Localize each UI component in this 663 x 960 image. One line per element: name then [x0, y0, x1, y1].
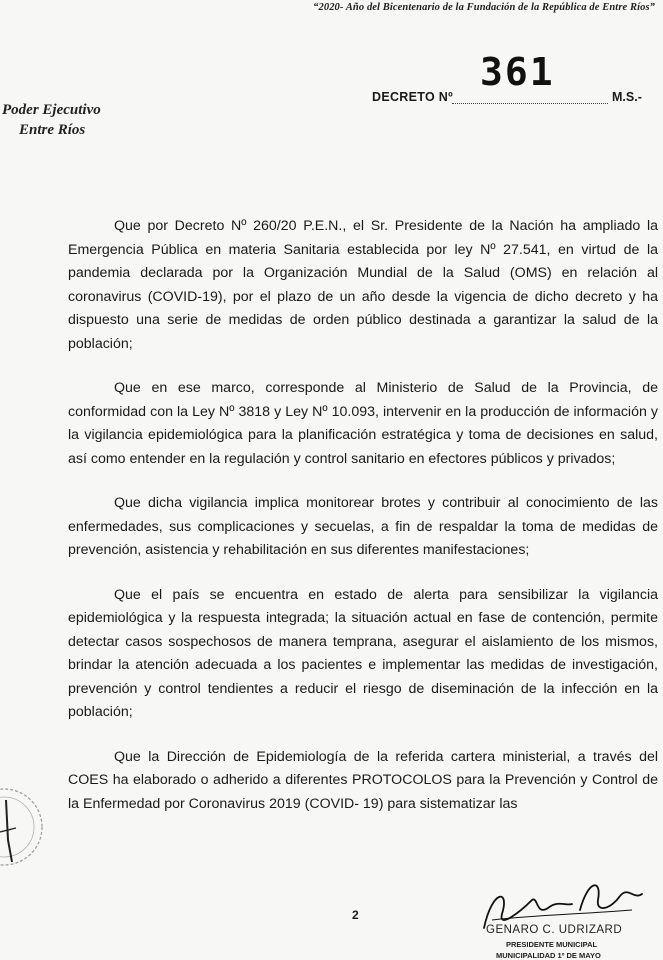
decree-number-line	[452, 103, 608, 104]
decree-label: DECRETO Nº	[372, 90, 453, 104]
signer-office: MUNICIPALIDAD 1º DE MAYO	[496, 951, 601, 960]
decree-number: 361	[480, 50, 555, 94]
paragraph: Que en ese marco, corresponde al Ministerio de Salud de la Provincia, de conformidad con la Ley Nº 3818 y Ley Nº 10.093, intervenir en la producción de información y la vigilancia epidemiológica para la planificación estratégica y toma de decisiones en salud, así como entender en la regulación y control sanitario en efectores públicos y privados;	[68, 380, 658, 467]
paragraph: Que dicha vigilancia implica monitorear brotes y contribuir al conocimiento de las enfermedades, sus complicaciones y secuelas, a fin de respaldar la toma de medidas de prevención, asistencia y rehabilitación en sus diferentes manifestaciones;	[68, 495, 658, 558]
paragraph: Que por Decreto Nº 260/20 P.E.N., el Sr. Presidente de la Nación ha ampliado la Emergencia Pública en materia Sanitaria establecida por ley Nº 27.541, en virtud de la pandemia declarada por la Organización Mundial de la Salud (OMS) en relación al coronavirus (COVID-19), por el plazo de un año desde la vigencia de dicho decreto y ha dispuesto una serie de medidas de orden público destinada a garantizar la salud de la población;	[68, 218, 658, 352]
paragraph: Que la Dirección de Epidemiología de la referida cartera ministerial, a través del COES ha elaborado o adherido a diferentes PROTOCOLOS para la Prevención y Control de la Enfermedad por Coronavirus 2019 (COVID- 19) para sistematizar las	[68, 748, 658, 812]
authority-line-1: Poder Ejecutivo	[2, 102, 101, 118]
signer-title: PRESIDENTE MUNICIPAL	[506, 940, 598, 949]
authority-line-2: Entre Ríos	[19, 122, 86, 138]
document-body	[68, 215, 658, 837]
signer-name: GENARO C. UDRIZARD	[486, 924, 623, 936]
signature-block	[462, 870, 662, 960]
page-number: 2	[352, 908, 359, 922]
header-motto: “2020- Año del Bicentenario de la Fundación de la República de Entre Ríos”	[313, 2, 655, 13]
paragraph: Que el país se encuentra en estado de alerta para sensibilizar la vigilancia epidemiológica y la respuesta integrada; la situación actual en fase de contención, permite detectar casos sospechosos de manera temprana, asegurar el aislamiento de los mismos, brindar la atención adecuada a los pacientes e implementar las medidas de investigación, prevención y control tendientes a reducir el riesgo de diseminación de la infección en la población;	[68, 586, 658, 720]
margin-seal-stamp	[0, 780, 48, 874]
decree-suffix: M.S.-	[612, 90, 642, 104]
issuing-authority	[2, 100, 101, 140]
